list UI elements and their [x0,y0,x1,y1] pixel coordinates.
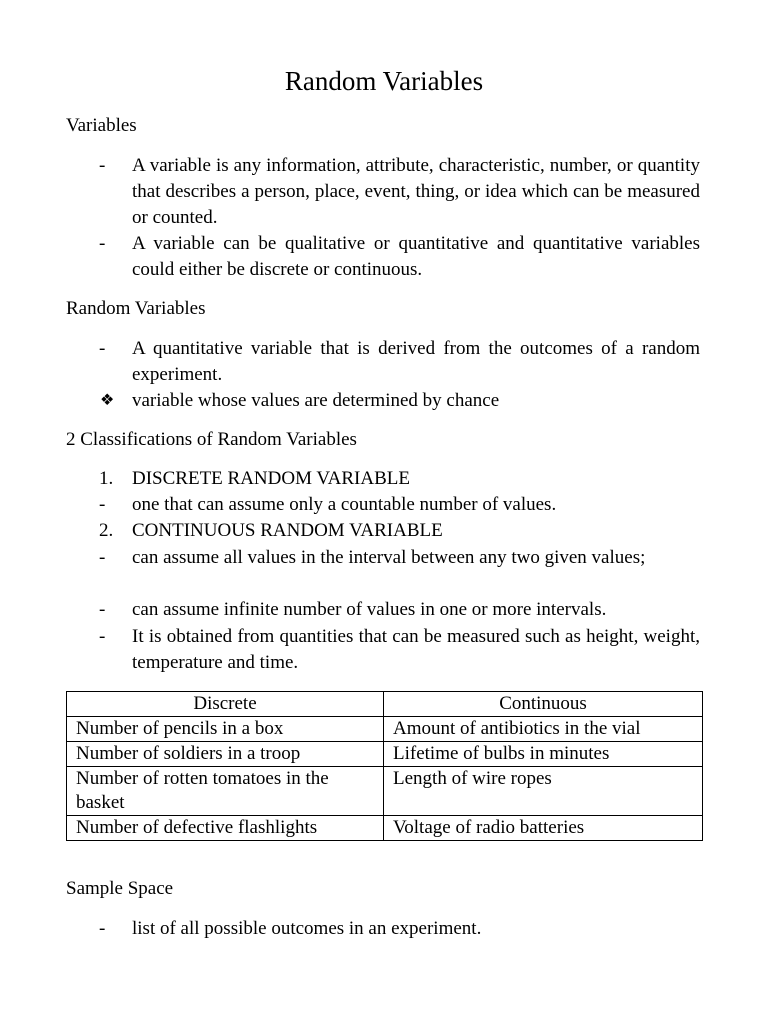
list-item [66,153,700,231]
comparison-table [66,691,703,841]
section-heading-random-variables: Random Variables [66,298,206,319]
table-cell: Number of pencils in a box [67,717,384,742]
list-item-text: CONTINUOUS RANDOM VARIABLE [132,520,443,541]
page-title: Random Variables [284,66,484,96]
list-item-text: A variable can be qualitative or quantitative and quantitative variables could either be discrete or continuous. [132,233,700,280]
section-heading-variables: Variables [66,115,137,136]
list-item [66,545,700,571]
list-item-text: variable whose values are determined by chance [132,390,500,411]
dash-marker: - [99,599,106,620]
dash-marker: - [99,338,106,359]
dash-marker: - [99,918,106,939]
table-header-row [67,692,703,717]
list-item-text: It is obtained from quantities that can be measured such as height, weight, temperature and time. [132,626,700,673]
list-item [66,388,700,414]
column-header-discrete: Discrete [67,692,384,717]
dash-marker: - [99,547,106,568]
table-cell: Number of rotten tomatoes in the basket [67,767,384,816]
table-row [67,816,703,841]
list-item [66,518,700,544]
list-item-text: can assume infinite number of values in one or more intervals. [132,599,607,620]
number-marker: 1. [99,468,114,489]
section-heading-classifications: 2 Classifications of Random Variables [66,429,357,450]
list-item-text: A variable is any information, attribute, characteristic, number, or quantity that describes a person, place, event, thing, or idea which can be measured or counted. [132,155,700,228]
list-item [66,624,700,676]
table-row [67,717,703,742]
dash-marker: - [99,494,106,515]
diamond-bullet-icon: ❖ [100,392,115,409]
table-cell: Voltage of radio batteries [384,816,703,841]
table-cell: Length of wire ropes [384,767,703,816]
list-item [66,466,700,492]
number-marker: 2. [99,520,114,541]
column-header-continuous: Continuous [384,692,703,717]
table-cell: Lifetime of bulbs in minutes [384,742,703,767]
table-cell: Number of defective flashlights [67,816,384,841]
table-cell: Amount of antibiotics in the vial [384,717,703,742]
table-row [67,767,703,816]
list-item [66,336,700,388]
list-item-text: can assume all values in the interval between any two given values; [132,547,646,568]
list-item-text: one that can assume only a countable number of values. [132,494,557,515]
dash-marker: - [99,233,106,254]
list-item [66,916,700,942]
table-cell: Number of soldiers in a troop [67,742,384,767]
list-item [66,492,700,518]
dash-marker: - [99,626,106,647]
table-row [67,742,703,767]
list-item-text: list of all possible outcomes in an experiment. [132,918,482,939]
dash-marker: - [99,155,106,176]
list-item-text: DISCRETE RANDOM VARIABLE [132,468,410,489]
list-item [66,231,700,283]
list-item [66,597,700,623]
list-item-text: A quantitative variable that is derived from the outcomes of a random experiment. [132,338,700,385]
section-heading-sample-space: Sample Space [66,878,174,899]
